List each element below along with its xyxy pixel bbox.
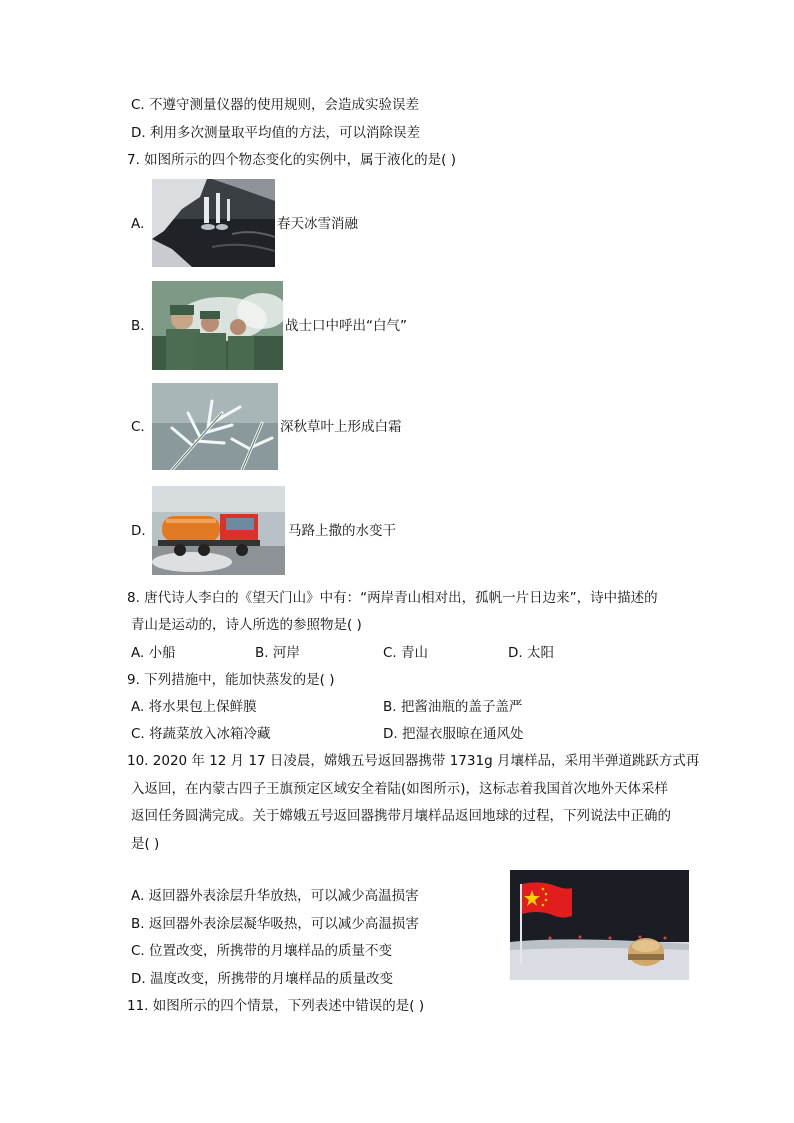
q10-option-c: C. 位置改变，所携带的月壤样品的质量不变 xyxy=(131,943,393,959)
water-truck-photo xyxy=(152,486,285,575)
q6-option-d: D. 利用多次测量取平均值的方法，可以消除误差 xyxy=(131,125,420,141)
q10-stem-line2: 入返回，在内蒙古四子王旗预定区域安全着陆(如图所示)，这标志着我国首次地外天体采样 xyxy=(131,781,669,797)
q10-stem-line4: 是( ) xyxy=(131,836,160,852)
q7-option-a-caption: 春天冰雪消融 xyxy=(277,216,358,232)
q9-stem: 9. 下列措施中，能加快蒸发的是( ) xyxy=(127,672,335,688)
q7-option-a-letter: A. xyxy=(131,216,145,232)
q7-stem: 7. 如图所示的四个物态变化的实例中，属于液化的是( ) xyxy=(127,152,456,168)
flag-capsule-photo xyxy=(510,870,689,980)
frost-on-grass-photo xyxy=(152,383,278,470)
q10-stem-line1: 10. 2020 年 12 月 17 日凌晨，嫦娥五号返回器携带 1731g 月壤样品，采用半弹道跳跃方式再 xyxy=(127,753,700,769)
q8-option-a: A. 小船 xyxy=(131,645,176,661)
q7-option-b-caption: 战士口中呼出“白气” xyxy=(285,318,407,334)
q7-option-d-letter: D. xyxy=(131,523,146,539)
soldiers-breath-photo xyxy=(152,281,283,370)
q8-stem-line2: 青山是运动的，诗人所选的参照物是( ) xyxy=(131,617,362,633)
melting-ice-photo xyxy=(152,179,275,267)
q7-option-d-caption: 马路上撒的水变干 xyxy=(288,523,396,539)
q7-option-c-letter: C. xyxy=(131,419,145,435)
q6-option-c: C. 不遵守测量仪器的使用规则，会造成实验误差 xyxy=(131,97,420,113)
q10-option-d: D. 温度改变，所携带的月壤样品的质量改变 xyxy=(131,971,393,987)
q11-stem: 11. 如图所示的四个情景，下列表述中错误的是( ) xyxy=(127,998,425,1014)
q9-option-b: B. 把酱油瓶的盖子盖严 xyxy=(383,699,523,715)
q10-option-a: A. 返回器外表涂层升华放热，可以减少高温损害 xyxy=(131,888,419,904)
q9-option-a: A. 将水果包上保鲜膜 xyxy=(131,699,257,715)
q8-option-c: C. 青山 xyxy=(383,645,429,661)
q8-stem-line1: 8. 唐代诗人李白的《望天门山》中有：“两岸青山相对出，孤帆一片日边来”，诗中描述的 xyxy=(127,590,658,606)
q7-option-c-caption: 深秋草叶上形成白霜 xyxy=(280,419,402,435)
q8-option-d: D. 太阳 xyxy=(508,645,554,661)
q7-option-b-letter: B. xyxy=(131,318,145,334)
q10-option-b: B. 返回器外表涂层凝华吸热，可以减少高温损害 xyxy=(131,916,419,932)
q10-stem-line3: 返回任务圆满完成。关于嫦娥五号返回器携带月壤样品返回地球的过程，下列说法中正确的 xyxy=(131,808,671,824)
q9-option-c: C. 将蔬菜放入冰箱冷藏 xyxy=(131,726,271,742)
q8-option-b: B. 河岸 xyxy=(255,645,300,661)
q9-option-d: D. 把湿衣服晾在通风处 xyxy=(383,726,524,742)
